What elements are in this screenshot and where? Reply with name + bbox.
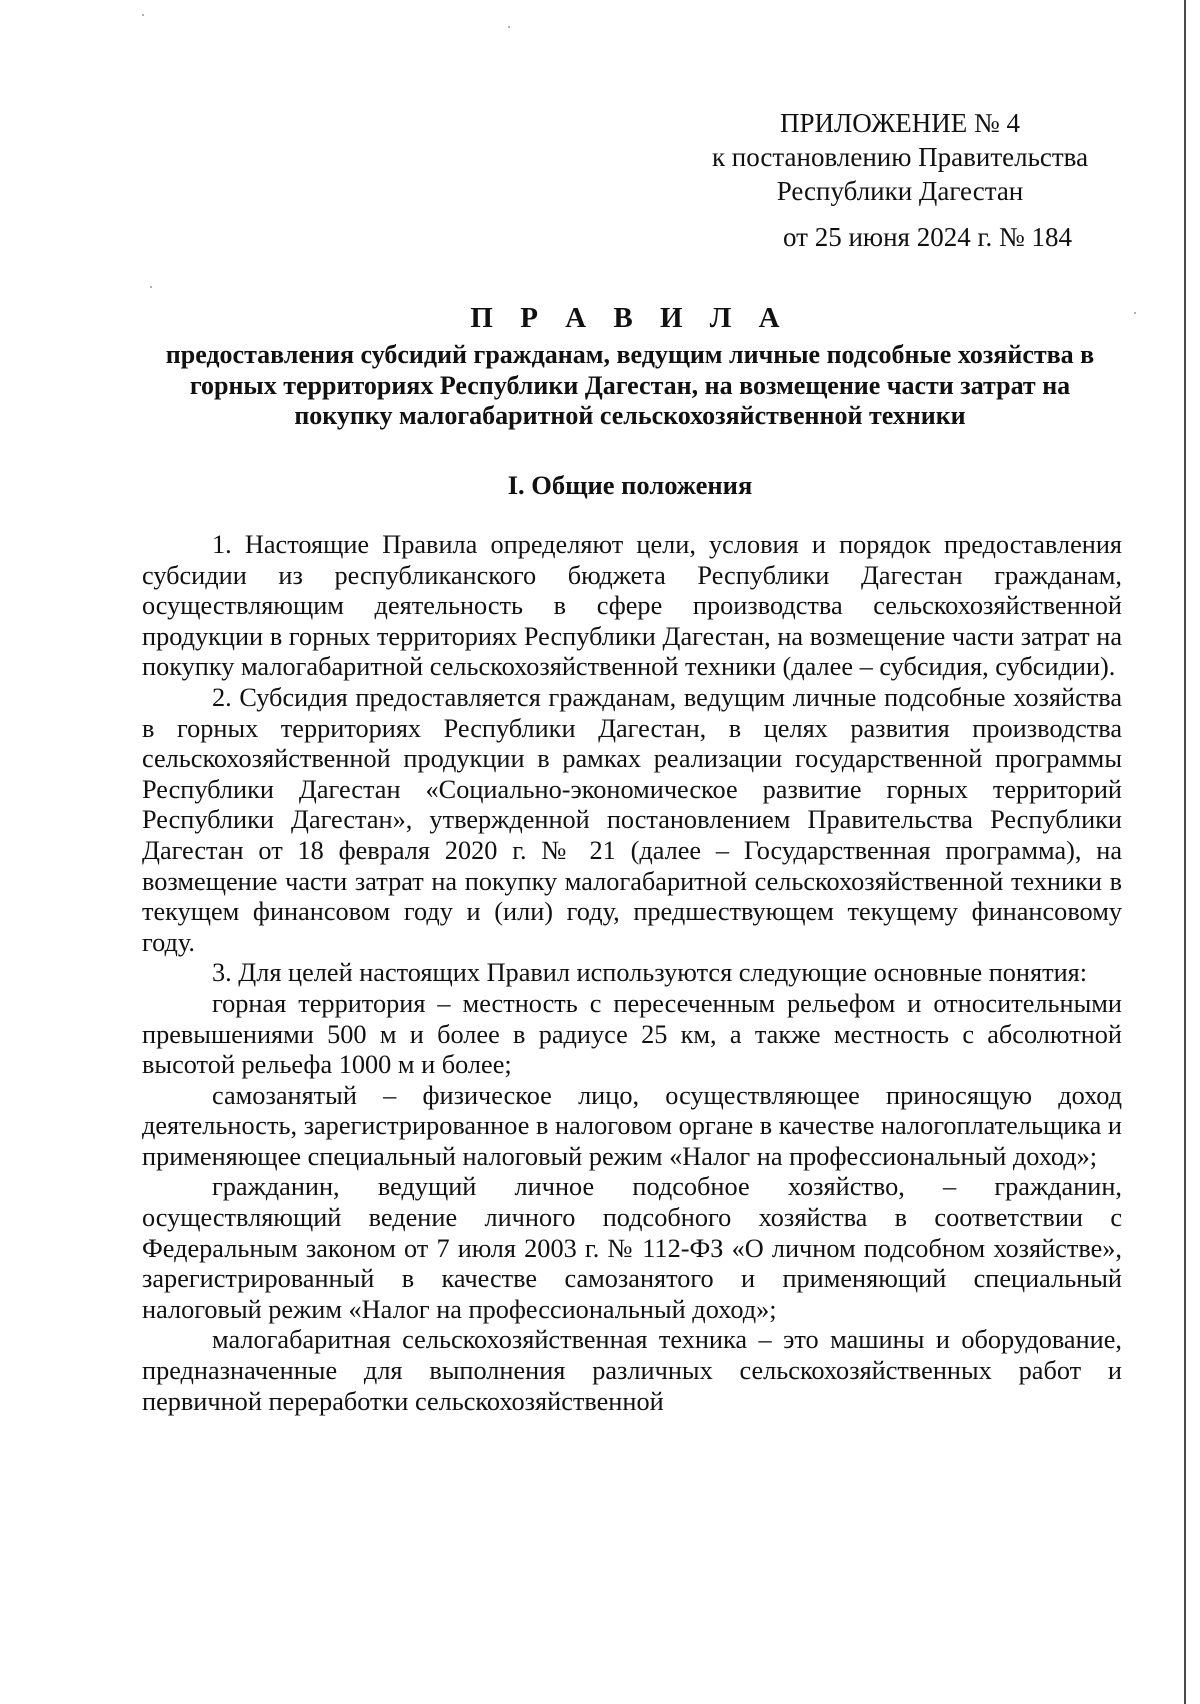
paragraph-3: 3. Для целей настоящих Правил используются следующие основные понятия: [212, 958, 1088, 988]
paragraph-self-employed: самозанятый – физическое лицо, осуществляющее приносящую доход деятельность, зарегистрированное в налоговом органе в качестве налогоплательщика и применяющее специальный налоговый режим «Налог на профессиональный доход»; [142, 1080, 1122, 1171]
section-heading: I. Общие положения [507, 470, 753, 500]
annex-date: от 25 июня 2024 г. № 184 [783, 222, 1072, 252]
scan-edge-line [1184, 0, 1186, 1704]
scan-speck [1134, 312, 1136, 314]
document-subtitle: предоставления субсидий гражданам, ведущим личные подсобные хозяйства в горных территориях Республики Дагестан, на возмещение части затрат на покупку малогабаритной сельскохозяйственной техники [165, 340, 1095, 430]
paragraph-citizen: гражданин, ведущий личное подсобное хозяйство, – гражданин, осуществляющий ведение личного подсобного хозяйства в соответствии с Федеральным законом от 7 июля 2003 г. № 112-ФЗ «О личном подсобном хозяйстве», зарегистрированный в качестве самозанятого и применяющий специальный налоговый режим «Налог на профессиональный доход»; [142, 1172, 1122, 1324]
paragraph-machinery: малогабаритная сельскохозяйственная техника – это машины и оборудование, предназначенные для выполнения различных сельскохозяйственных работ и первичной переработки сельскохозяйственной [142, 1325, 1122, 1416]
scan-speck [150, 286, 152, 288]
paragraph-2: 2. Субсидия предоставляется гражданам, ведущим личные подсобные хозяйства в горных территориях Республики Дагестан, в целях развития производства сельскохозяйственной продукции в рамках реализации государственной программы Республики Дагестан «Социально-экономическое развитие горных территорий Республики Дагестан», утвержденной постановлением Правительства Республики Дагестан от 18 февраля 2020 г. № 21 (далее – Государственная программа), на возмещение части затрат на покупку малогабаритной сельскохозяйственной техники в текущем финансовом году и (или) году, предшествующем текущему финансовому году. [142, 682, 1122, 957]
annex-reference: к постановлению Правительства [711, 142, 1089, 172]
annex-block [690, 106, 1110, 208]
scan-speck [508, 26, 510, 28]
scan-speck [142, 14, 144, 16]
annex-republic: Республики Дагестан [776, 176, 1024, 206]
body-text [142, 530, 1122, 1417]
annex-number: ПРИЛОЖЕНИЕ № 4 [779, 108, 1021, 138]
paragraph-mountain-territory: горная территория – местность с пересеченным рельефом и относительными превышениями 500 м и более в радиусе 25 км, а также местность с абсолютной высотой рельефа 1000 м и более; [142, 988, 1122, 1080]
paragraph-1: 1. Настоящие Правила определяют цели, условия и порядок предоставления субсидии из республиканского бюджета Республики Дагестан гражданам, осуществляющим деятельность в сфере производства сельскохозяйственной продукции в горных территориях Республики Дагестан, на возмещение части затрат на покупку малогабаритной сельскохозяйственной техники (далее – субсидия, субсидии). [142, 530, 1122, 682]
title-block [140, 300, 1120, 432]
document-title: П Р А В И Л А [470, 302, 790, 334]
